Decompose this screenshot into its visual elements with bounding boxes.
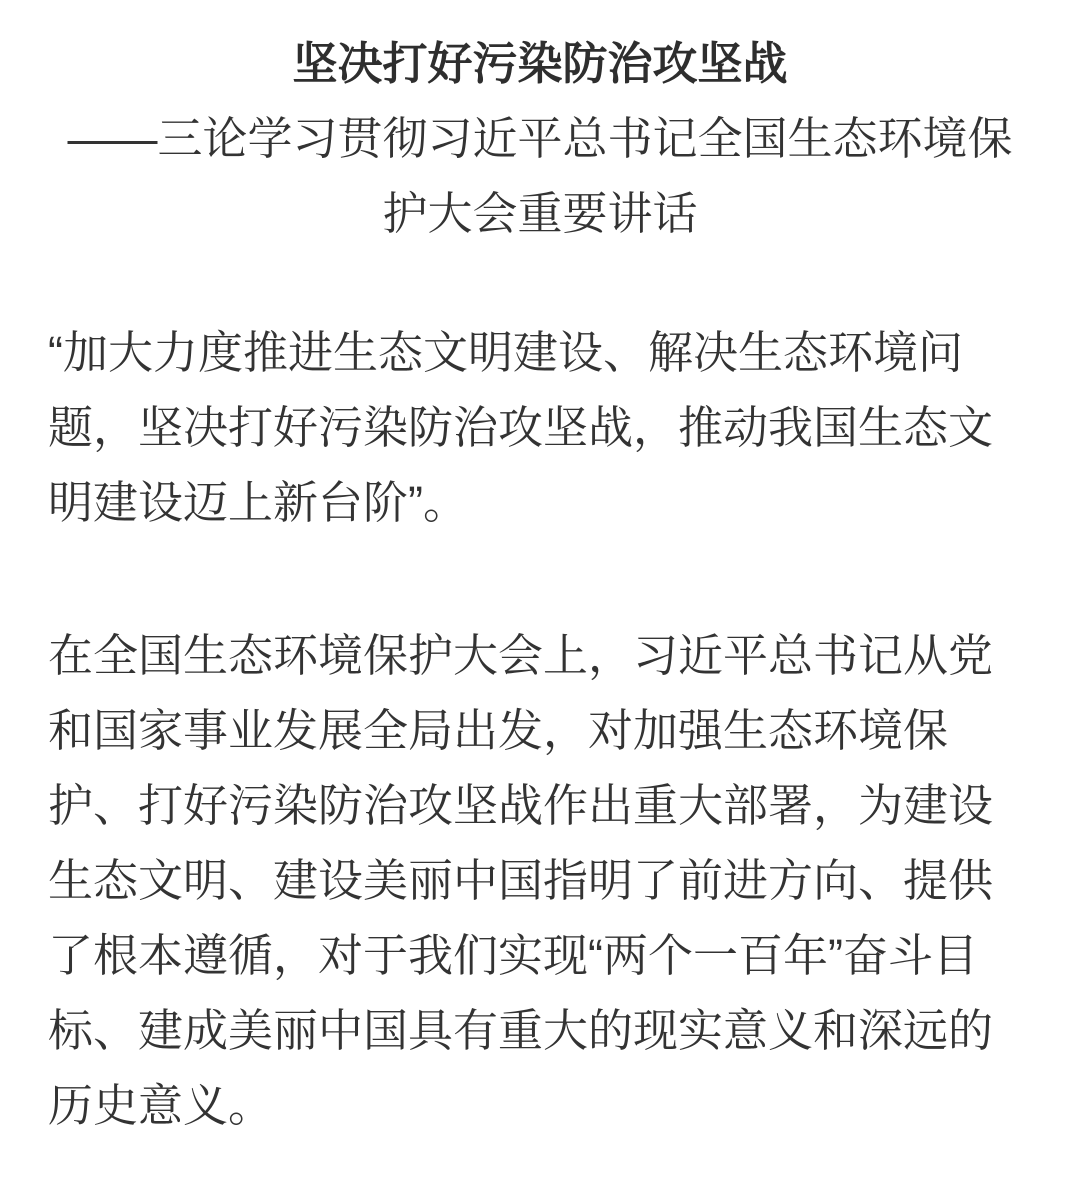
article-body [48,315,1032,1143]
paragraph-quote: “加大力度推进生态文明建设、解决生态环境问题，坚决打好污染防治攻坚战，推动我国生态文明建设迈上新台阶”。 [48,327,994,528]
article-header [48,26,1032,251]
paragraph-body: 在全国生态环境保护大会上，习近平总书记从党和国家事业发展全局出发，对加强生态环境保护、打好污染防治攻坚战作出重大部署，为建设生态文明、建设美丽中国指明了前进方向、提供了根本遵循，对于我们实现“两个一百年”奋斗目标、建成美丽中国具有重大的现实意义和深远的历史意义。 [48,630,994,1131]
article-title: 坚决打好污染防治攻坚战 [292,38,788,89]
article-subtitle: ——三论学习贯彻习近平总书记全国生态环境保护大会重要讲话 [67,113,1013,239]
